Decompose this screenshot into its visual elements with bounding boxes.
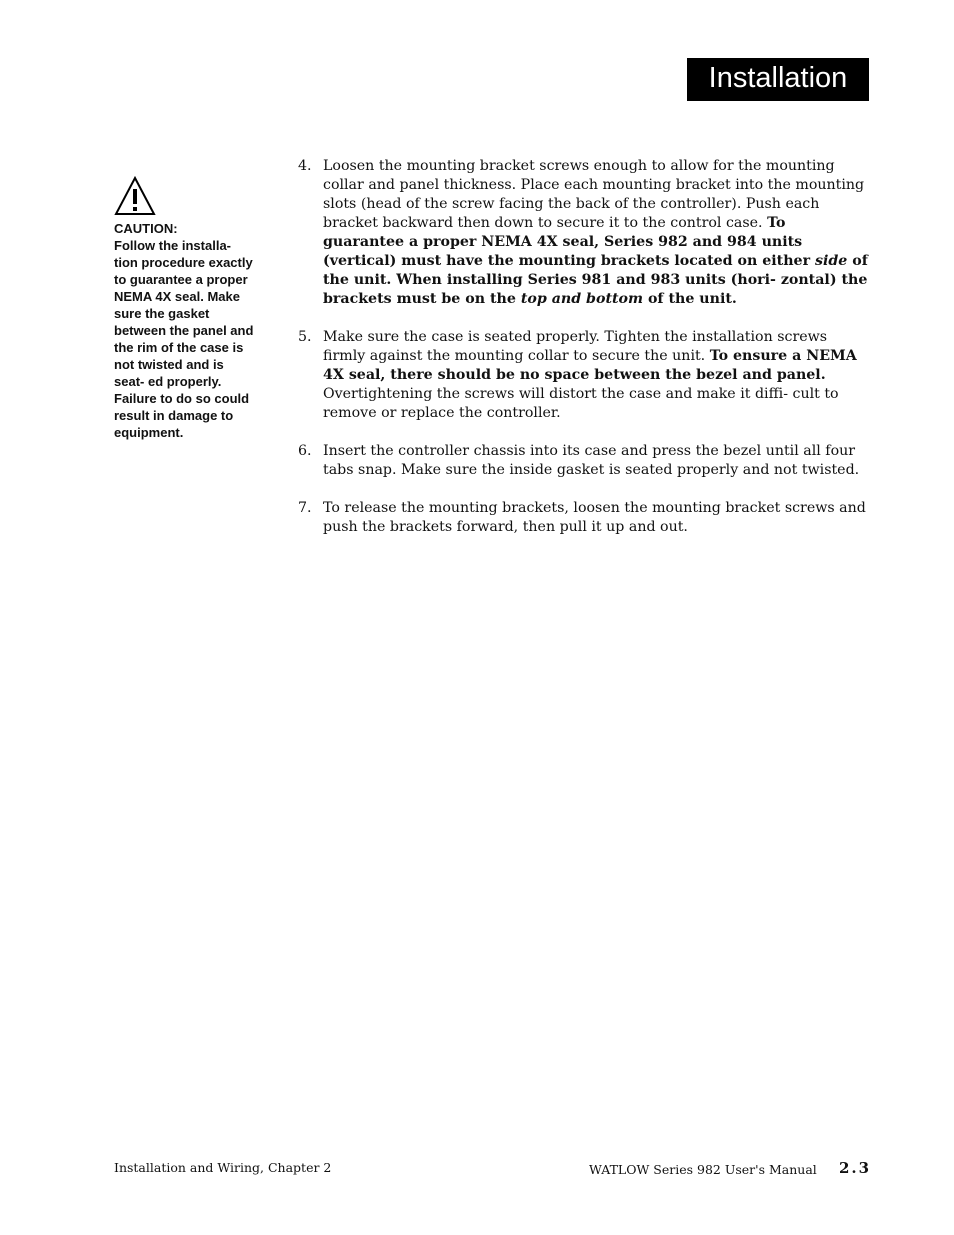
step-text-bold: of the unit. bbox=[643, 291, 737, 307]
step-5 bbox=[298, 328, 870, 423]
step-number: 4. bbox=[298, 158, 312, 174]
section-title: Installation bbox=[687, 58, 869, 101]
step-text-segment: Make sure the case is seated properly. Tighten the installation screws firmly against the mounting collar to secure the unit. bbox=[323, 329, 828, 364]
step-text-segment: Loosen the mounting bracket screws enough to allow for the mounting collar and panel thickness. Place each mounting bracket into the mounting slots (head of the screw facing the back of the controller). Push each bracket backward then down to secure it to the control case. bbox=[323, 158, 865, 231]
caution-text: Follow the installa- tion procedure exactly to guarantee a proper NEMA 4X seal. Make sure the gasket between the panel and the rim of the case is not twisted and is seat- ed properly. Failure to do so could result in damage to equipment. bbox=[114, 238, 254, 440]
caution-note bbox=[114, 176, 256, 441]
step-4 bbox=[298, 157, 870, 309]
step-number: 5. bbox=[298, 329, 312, 345]
step-text-bold: To ensure a NEMA 4X seal, there should be no space between the bezel and panel. bbox=[323, 348, 857, 383]
step-text-bold: To guarantee a proper NEMA 4X seal, Series 982 and 984 units (vertical) must have the mounting brackets located on either bbox=[323, 215, 815, 269]
caution-title: CAUTION: bbox=[114, 221, 178, 236]
step-text-bold-italic: top and bottom bbox=[520, 291, 644, 307]
step-text-bold: of the unit. When installing Series 981 and 983 units (hori- zontal) the brackets must be on the bbox=[323, 253, 868, 307]
step-text-bold-italic: side bbox=[814, 253, 848, 269]
footer-chapter: Installation and Wiring, Chapter 2 bbox=[114, 1160, 332, 1175]
step-text: Insert the controller chassis into its case and press the bezel until all four tabs snap. Make sure the inside gasket is seated properly and not twisted. bbox=[323, 443, 860, 478]
warning-triangle-icon bbox=[114, 176, 156, 216]
step-text: To release the mounting brackets, loosen the mounting bracket screws and push the brackets forward, then pull it up and out. bbox=[323, 500, 866, 535]
step-7 bbox=[298, 499, 870, 537]
installation-steps bbox=[298, 157, 870, 556]
step-text-segment: Overtightening the screws will distort the case and make it diffi- cult to remove or replace the controller. bbox=[323, 386, 839, 421]
footer-manual-title: WATLOW Series 982 User's Manual bbox=[589, 1162, 817, 1177]
step-6 bbox=[298, 442, 870, 480]
page-number: 2.3 bbox=[839, 1159, 872, 1177]
step-text bbox=[323, 157, 870, 309]
step-number: 6. bbox=[298, 443, 312, 459]
step-number: 7. bbox=[298, 500, 312, 516]
step-text bbox=[323, 328, 870, 423]
